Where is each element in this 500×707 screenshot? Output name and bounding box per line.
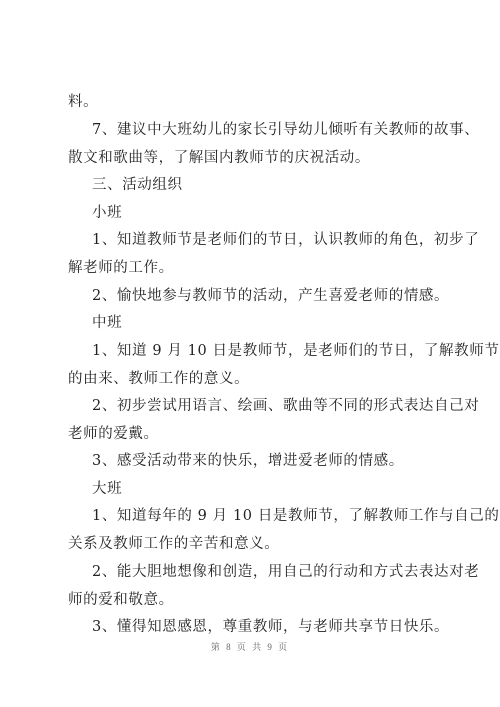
text-line: 1、知道每年的 9 月 10 日是教师节，了解教师工作与自己的 [92, 508, 500, 524]
text-line: 散文和歌曲等，了解国内教师节的庆祝活动。 [68, 150, 370, 166]
text-line: 3、感受活动带来的快乐，增进爱老师的情感。 [92, 453, 404, 469]
subheading-middle-class: 中班 [92, 315, 123, 331]
text-line: 老师的爱戴。 [68, 426, 159, 442]
text-line: 2、愉快地参与教师节的活动，产生喜爱老师的情感。 [92, 288, 450, 304]
text-line: 料。 [68, 94, 99, 110]
text-line: 3、懂得知恩感恩，尊重教师，与老师共享节日快乐。 [92, 619, 450, 635]
text-line: 的由来、教师工作的意义。 [68, 371, 250, 387]
subheading-small-class: 小班 [92, 205, 123, 221]
text-line: 关系及教师工作的辛苦和意义。 [68, 536, 280, 552]
text-line: 1、知道教师节是老师们的节日，认识教师的角色，初步了 [92, 232, 480, 248]
paragraph-small-class-2 [68, 282, 448, 310]
text-line: 7、建议中大班幼儿的家长引导幼儿倾听有关教师的故事、 [92, 122, 480, 138]
subheading-big-class: 大班 [92, 481, 123, 497]
paragraph-small-class-1 [68, 226, 480, 282]
paragraph-middle-class-2 [68, 392, 480, 448]
page-footer: 第 8 页 共 9 页 [210, 642, 290, 652]
paragraph-big-class-2 [68, 558, 480, 614]
paragraph-big-class-1 [68, 502, 500, 558]
text-line: 2、初步尝试用语言、绘画、歌曲等不同的形式表达自己对 [92, 398, 480, 414]
section-title: 三、活动组织 [92, 177, 183, 193]
paragraph-middle-class-1 [68, 337, 500, 393]
paragraph-middle-class-3 [68, 447, 448, 475]
text-line: 师的爱和敬意。 [68, 592, 174, 608]
text-line: 2、能大胆地想像和创造，用自己的行动和方式去表达对老 [92, 564, 480, 580]
paragraph-big-class-3 [68, 613, 448, 641]
text-line: 1、知道 9 月 10 日是教师节，是老师们的节日，了解教师节 [92, 343, 500, 359]
text-line: 解老师的工作。 [68, 260, 174, 276]
paragraph-item-7 [68, 116, 480, 172]
paragraph-continuation [68, 88, 448, 116]
